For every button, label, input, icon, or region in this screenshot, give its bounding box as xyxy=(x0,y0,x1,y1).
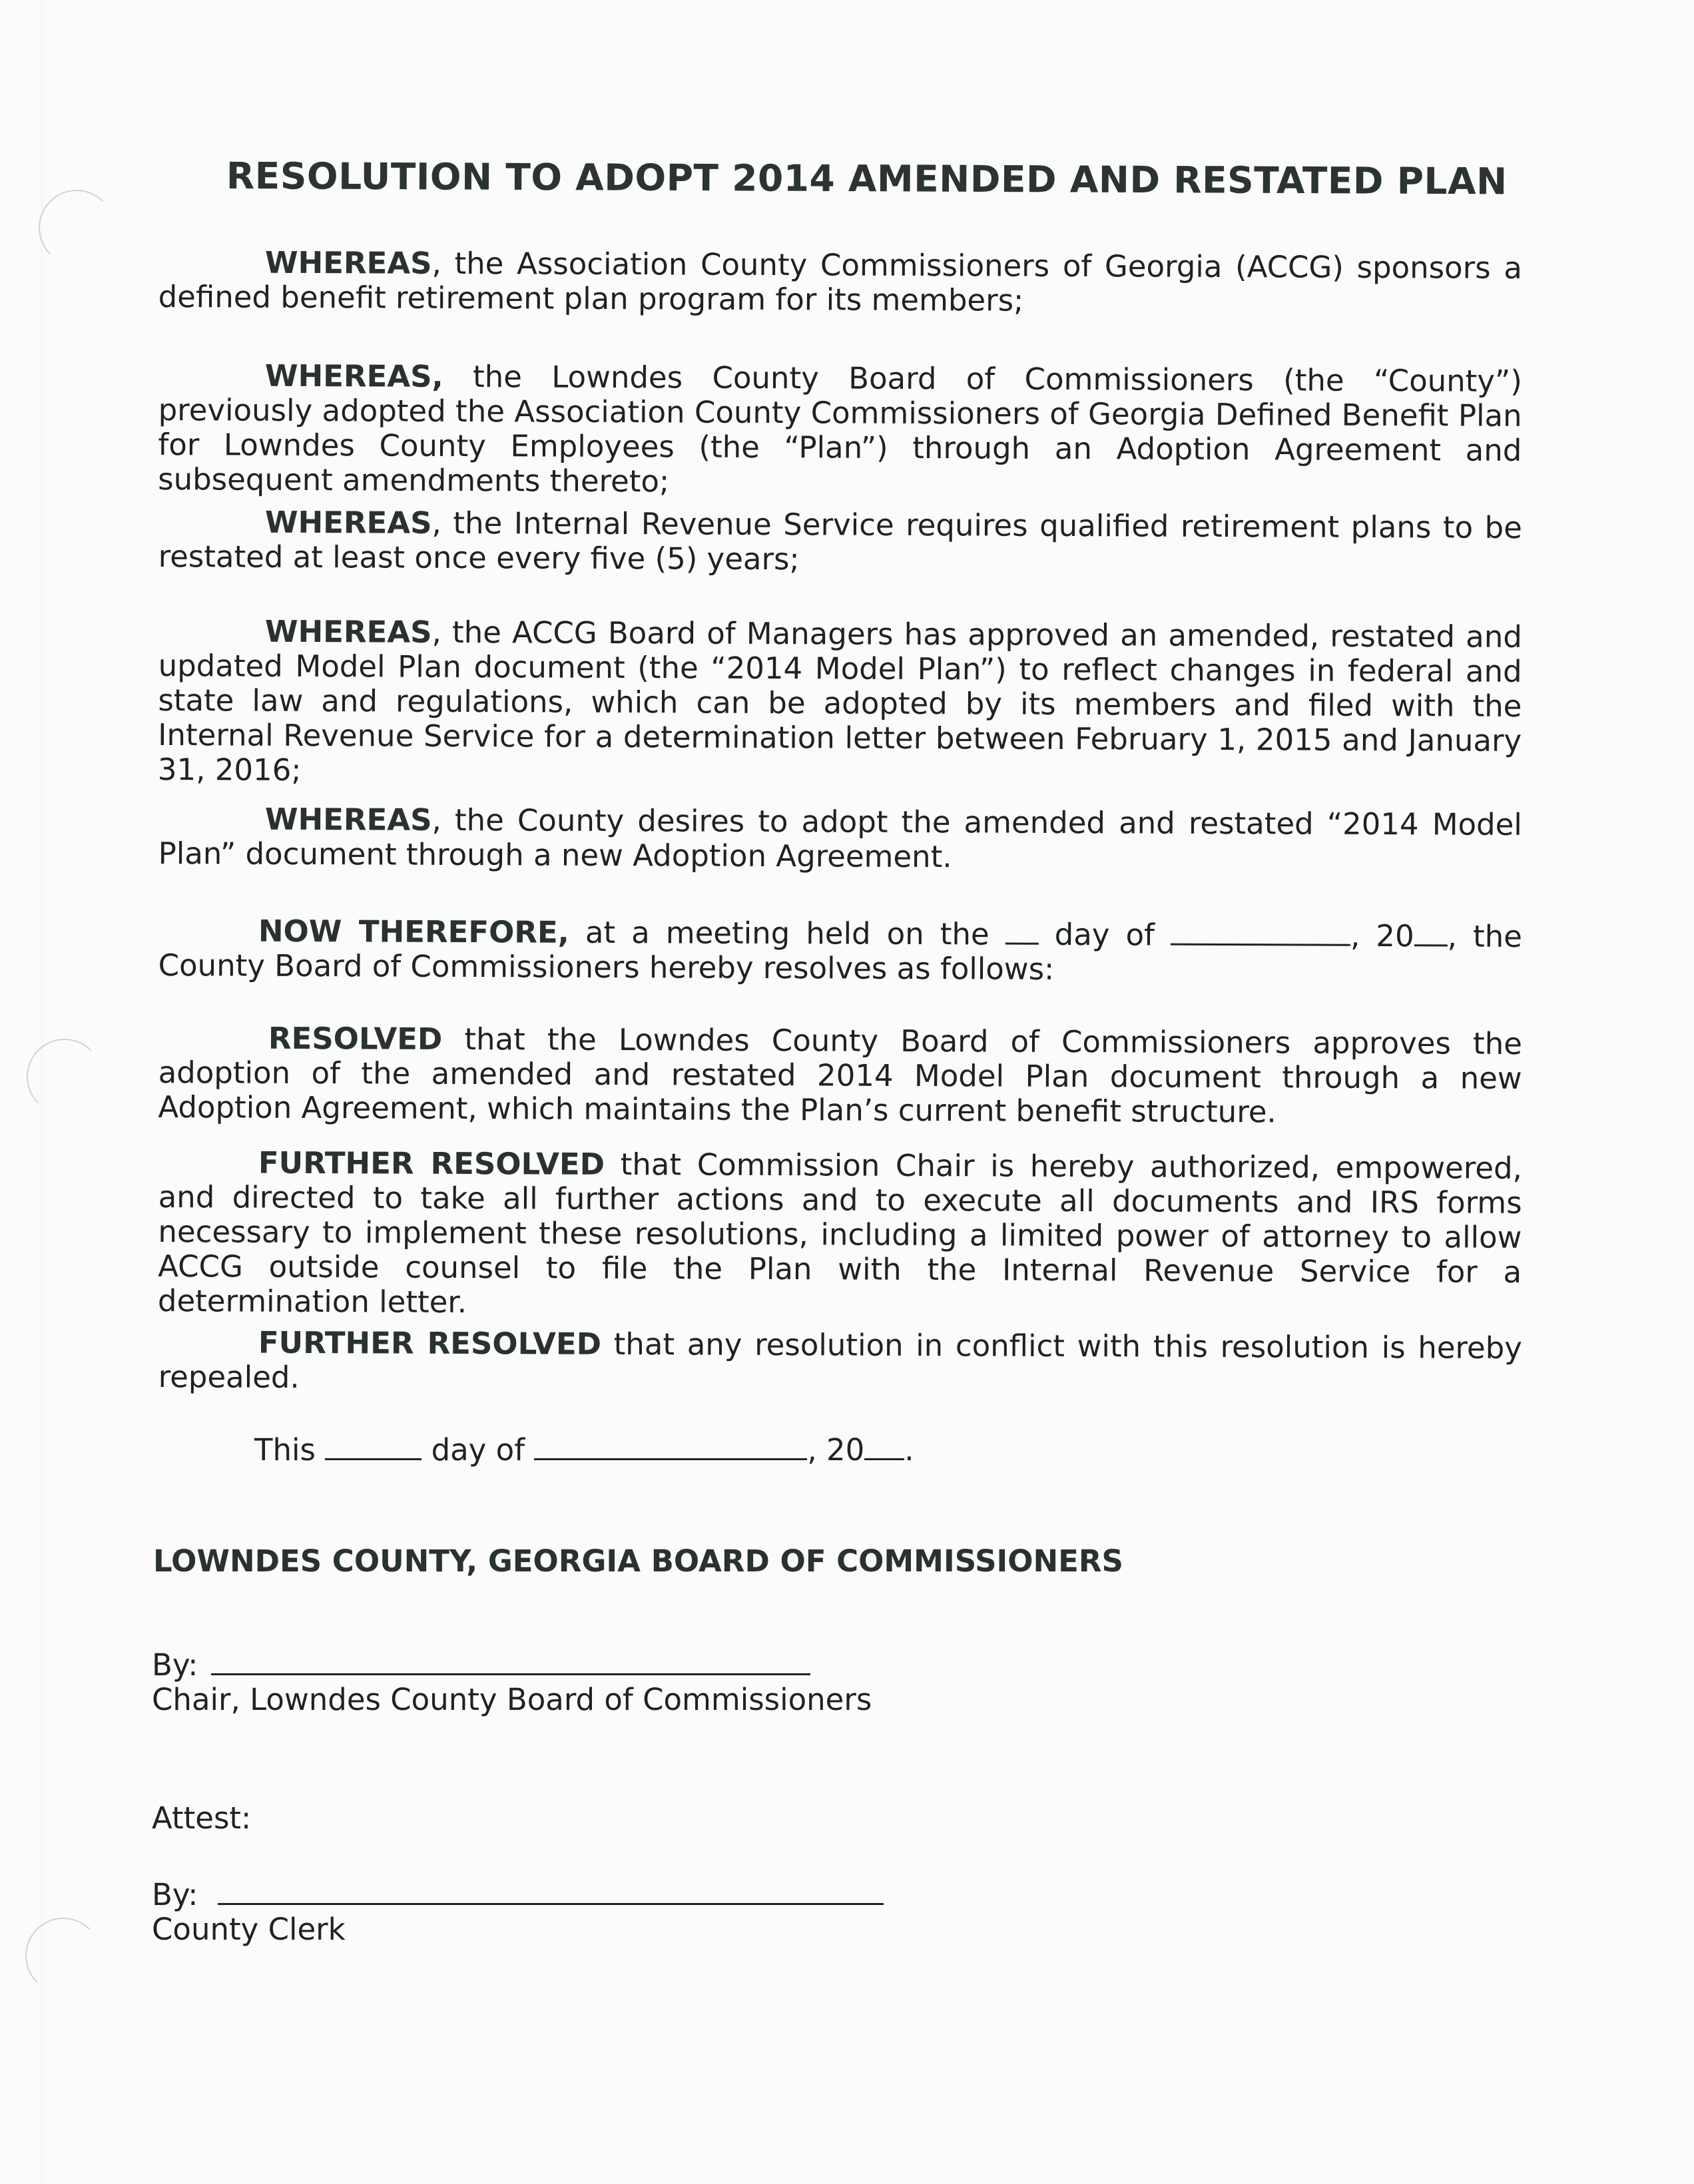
date-line xyxy=(254,1433,914,1468)
paragraph-text: , the County desires to adopt the amended and restated “2014 Model Plan” document through a new Adoption Agreement. xyxy=(158,802,1522,875)
date-month-blank[interactable] xyxy=(534,1453,807,1460)
year-blank[interactable] xyxy=(1414,939,1448,946)
whereas-paragraph-1 xyxy=(158,245,1522,320)
whereas-lead: WHEREAS xyxy=(264,801,432,838)
clerk-title: County Clerk xyxy=(152,1912,346,1947)
now-therefore-paragraph xyxy=(158,914,1522,989)
further-resolved-paragraph-2 xyxy=(158,1325,1522,1400)
whereas-paragraph-2 xyxy=(158,358,1522,503)
date-day-blank[interactable] xyxy=(325,1453,422,1460)
paragraph-text: , the Internal Revenue Service requires qualified retirement plans to be restated at least once every five (5) years; xyxy=(158,505,1522,577)
whereas-lead: WHEREAS, xyxy=(264,358,443,394)
paragraph-text: , the ACCG Board of Managers has approved an amended, restated and updated Model Plan document (the “2014 Model Plan”) to reflect changes in federal and state law and regulations, which can be adopted by its members and filed with the Internal Revenue Service for a determination letter between February 1, 2015 and January 31, 2016; xyxy=(157,614,1522,788)
date-line-text: , 20 xyxy=(807,1432,865,1468)
whereas-lead: WHEREAS xyxy=(264,613,432,650)
further-resolved-lead: FURTHER RESOLVED xyxy=(258,1145,605,1182)
whereas-paragraph-3 xyxy=(158,505,1522,580)
whereas-paragraph-5 xyxy=(158,802,1522,877)
hole-punch-mark xyxy=(39,190,115,266)
day-blank[interactable] xyxy=(1005,938,1039,945)
chair-signature-block xyxy=(152,1648,872,1717)
further-resolved-lead: FURTHER RESOLVED xyxy=(258,1324,602,1362)
paragraph-text: the Lowndes County Board of Commissioners (the “County”) previously adopted the Association County Commissioners of Georgia Defined Benefit Plan for Lowndes County Employees (the “Plan”) through an Adoption Agreement and subsequent amendments thereto; xyxy=(158,358,1522,499)
hole-punch-mark xyxy=(25,1918,101,1994)
attest-label: Attest: xyxy=(152,1800,252,1836)
paragraph-text: that the Lowndes County Board of Commissioners approves the adoption of the amended and restated 2014 Model Plan document through a new Adoption Agreement, which maintains the Plan’s current benefit structure. xyxy=(158,1021,1522,1130)
by-label: By: xyxy=(152,1647,198,1683)
date-year-blank[interactable] xyxy=(864,1453,904,1460)
document-title: RESOLUTION TO ADOPT 2014 AMENDED AND RESTATED PLAN xyxy=(226,154,1508,203)
paragraph-text: that any resolution in conflict with this resolution is hereby repealed. xyxy=(158,1326,1523,1395)
further-resolved-paragraph-1 xyxy=(158,1145,1522,1324)
paragraph-text: , the County Board of Commissioners hereby resolves as follows: xyxy=(158,918,1522,987)
clerk-signature-block xyxy=(152,1878,884,1947)
now-therefore-lead: NOW THEREFORE, xyxy=(258,913,569,950)
paragraph-text: day of xyxy=(1054,916,1155,953)
date-line-text: . xyxy=(904,1432,914,1468)
paragraph-text: that Commission Chair is hereby authorized, empowered, and directed to take all further actions and to execute all documents and IRS forms necessary to implement these resolutions, including a limited power of attorney to allow ACCG outside counsel to file the Plan with the Internal Revenue Service for a determination letter. xyxy=(157,1146,1523,1320)
whereas-lead: WHEREAS xyxy=(264,504,432,541)
by-label: By: xyxy=(152,1877,198,1912)
resolved-lead: RESOLVED xyxy=(268,1020,443,1057)
hole-punch-mark xyxy=(27,1039,103,1115)
paragraph-text: , 20 xyxy=(1350,918,1414,954)
whereas-lead: WHEREAS xyxy=(264,244,432,281)
paragraph-text: , the Association County Commissioners of Georgia (ACCG) sponsors a defined benefit retirement plan program for its members; xyxy=(158,245,1522,318)
board-heading: LOWNDES COUNTY, GEORGIA BOARD OF COMMISSIONERS xyxy=(153,1543,1123,1579)
date-line-text: This xyxy=(254,1432,316,1468)
paragraph-text: at a meeting held on the xyxy=(569,914,989,952)
chair-title: Chair, Lowndes County Board of Commissioners xyxy=(152,1682,872,1717)
resolved-paragraph xyxy=(158,1021,1522,1131)
month-blank[interactable] xyxy=(1171,938,1350,946)
chair-signature-line[interactable] xyxy=(211,1673,810,1675)
clerk-signature-line[interactable] xyxy=(218,1903,884,1905)
whereas-paragraph-4 xyxy=(158,614,1522,793)
date-line-text: day of xyxy=(431,1432,525,1468)
